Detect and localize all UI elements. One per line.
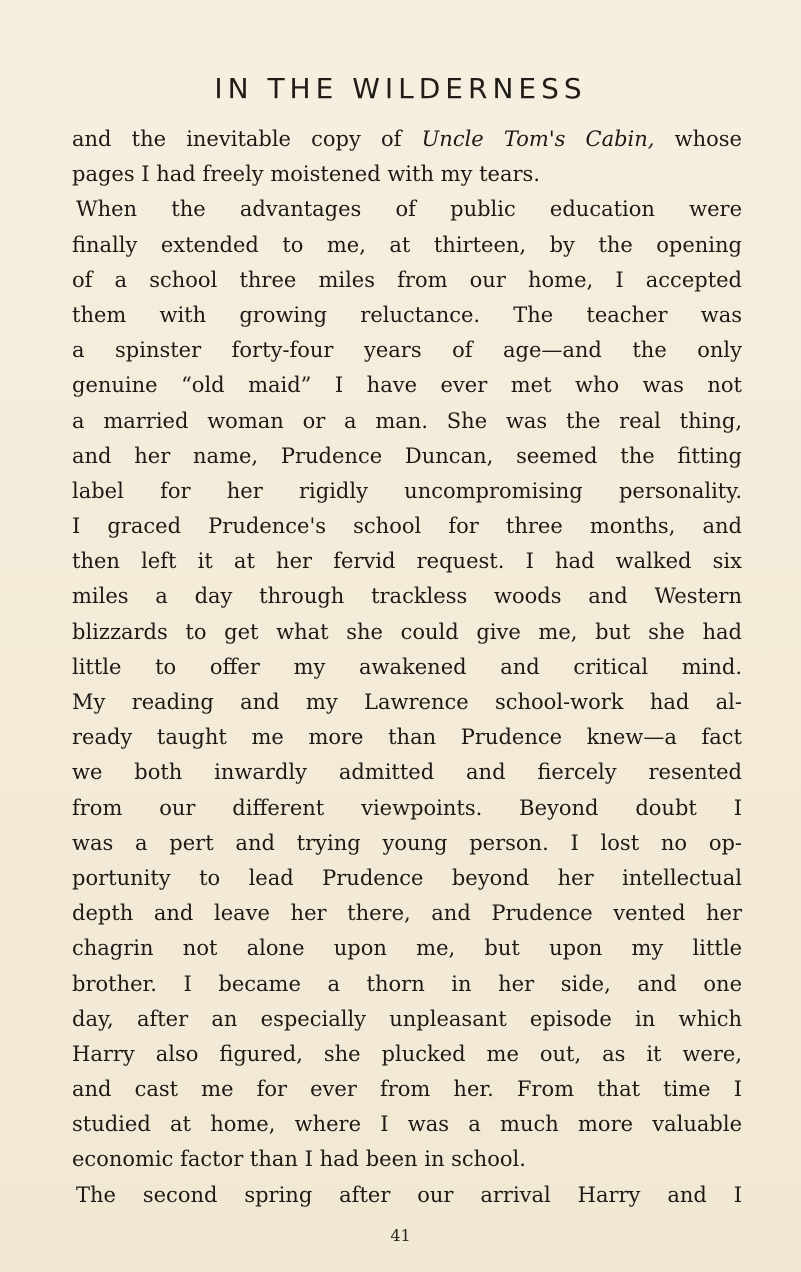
- text-line: [72, 122, 742, 157]
- text-line: genuine “old maid” I have ever met who was not: [72, 373, 742, 398]
- text-line: ready taught me more than Prudence knew—a fact: [72, 725, 742, 750]
- text-line: and her name, Prudence Duncan, seemed the fitting: [72, 443, 742, 468]
- text-line: depth and leave her there, and Prudence vented her: [72, 901, 742, 926]
- text-line: label for her rigidly uncompromising personality.: [72, 478, 742, 503]
- running-head: IN THE WILDERNESS: [214, 72, 587, 105]
- text-line: chagrin not alone upon me, but upon my little: [72, 936, 742, 961]
- text-line: finally extended to me, at thirteen, by the opening: [72, 232, 742, 257]
- text-line: portunity to lead Prudence beyond her intellectual: [72, 865, 742, 890]
- text-line: them with growing reluctance. The teacher was: [72, 302, 742, 327]
- text-line: and cast me for ever from her. From that time I: [72, 1077, 742, 1102]
- text-line: was a pert and trying young person. I lost no op-: [72, 830, 742, 855]
- text-line: I graced Prudence's school for three months, and: [72, 514, 742, 539]
- text-line: from our different viewpoints. Beyond doubt I: [72, 795, 742, 820]
- book-title: Uncle Tom's Cabin,: [421, 127, 655, 151]
- text-line: When the advantages of public education were: [76, 197, 742, 222]
- text-line: studied at home, where I was a much more valuable: [72, 1112, 742, 1137]
- text-line: economic factor than I had been in school.: [72, 1147, 526, 1172]
- text-line: brother. I became a thorn in her side, and one: [72, 971, 742, 996]
- text-line: Harry also figured, she plucked me out, as it were,: [72, 1041, 742, 1066]
- text-line: The second spring after our arrival Harry and I: [76, 1182, 742, 1207]
- text-line: we both inwardly admitted and fiercely resented: [72, 760, 742, 785]
- text-segment: whose: [654, 127, 742, 151]
- text-line: of a school three miles from our home, I accepted: [72, 267, 742, 292]
- text-line: a spinster forty-four years of age—and the only: [72, 338, 742, 363]
- text-line: day, after an especially unpleasant episode in which: [72, 1006, 742, 1031]
- text-line: blizzards to get what she could give me, but she had: [72, 619, 742, 644]
- text-line: miles a day through trackless woods and Western: [72, 584, 742, 609]
- text-segment: and the inevitable copy of: [72, 127, 422, 151]
- page-number: 41: [390, 1226, 411, 1245]
- text-line: then left it at her fervid request. I had walked six: [72, 549, 742, 574]
- body-text: [72, 122, 742, 1213]
- text-line: a married woman or a man. She was the real thing,: [72, 408, 742, 433]
- text-line: pages I had freely moistened with my tears.: [72, 162, 540, 187]
- text-line: little to offer my awakened and critical mind.: [72, 654, 742, 679]
- text-line: My reading and my Lawrence school-work had al-: [72, 690, 742, 714]
